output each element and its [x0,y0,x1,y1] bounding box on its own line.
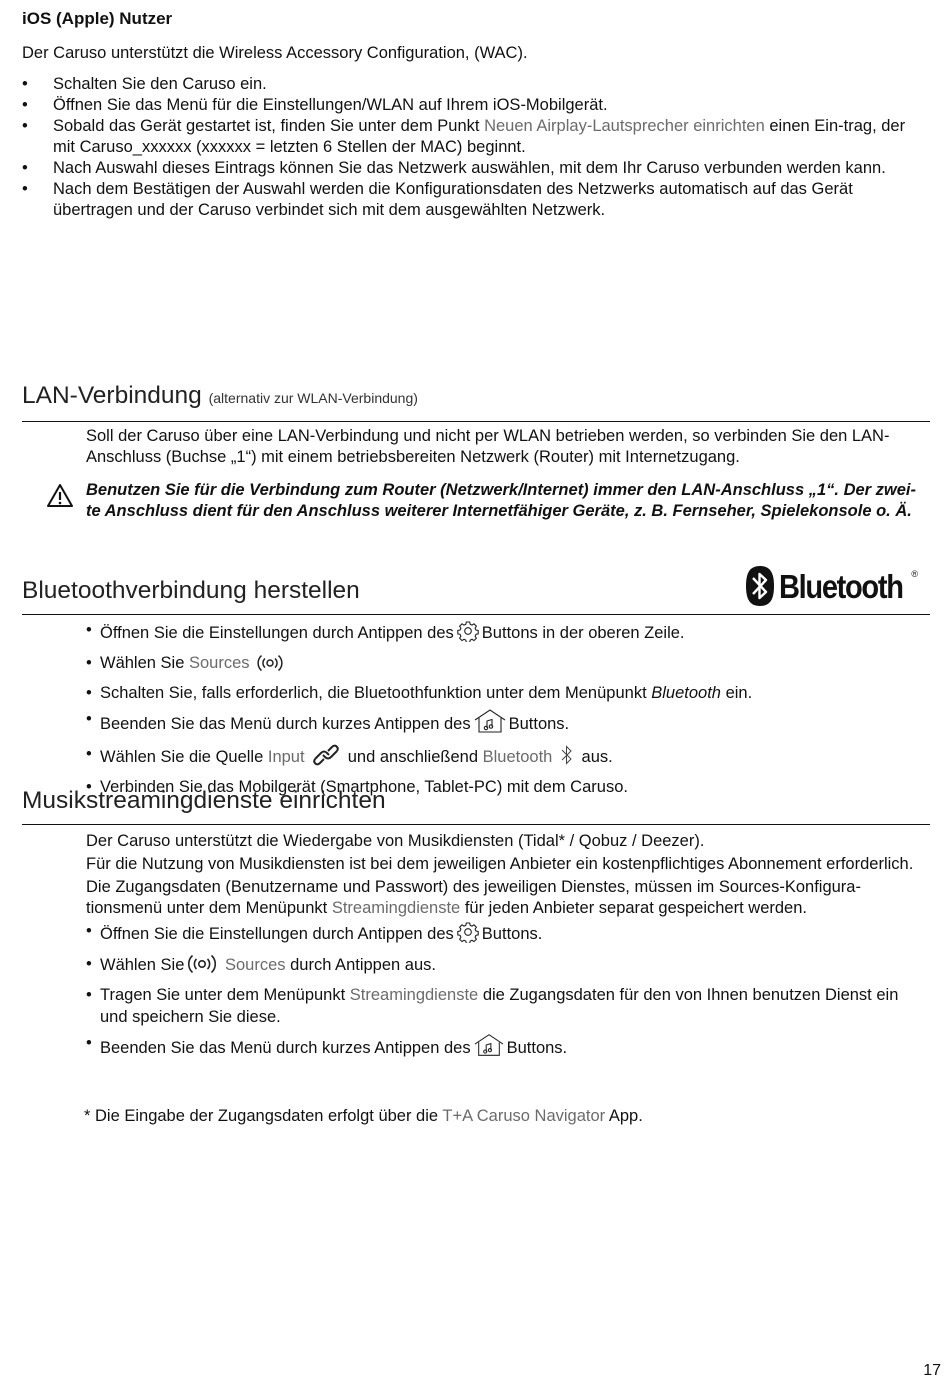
menu-bluetooth: Bluetooth [482,748,553,766]
paragraph: Die Zugangsdaten (Benutzername und Passwort) des jeweiligen Dienstes, müssen im Sources-Konfigura-tionsmenü unter dem Menüpunkt Streamingdienste für jeden Anbieter separat gespeichert werden. [86,878,861,917]
sources-icon [257,654,283,679]
gear-icon [457,620,479,649]
ios-heading: iOS (Apple) Nutzer [22,9,173,28]
list-item: • Nach dem Bestätigen der Auswahl werden die Konfigurationsdaten des Netzwerks automatisch auf das Gerät übertragen und der Caruso verbindet sich mit dem ausgewählten Netzwerk. [22,179,930,221]
list-item: • Wählen Sie die Quelle Input und anschließend Bluetooth aus. [86,744,930,773]
paragraph: Der Caruso unterstützt die Wiedergabe von Musikdiensten (Tidal* / Qobuz / Deezer). [86,832,705,850]
list-item: • Sobald das Gerät gestartet ist, finden Sie unter dem Punkt Neuen Airplay-Lautsprecher einrichten einen Ein-trag, der mit Caruso_xxxxxx (xxxxxx = letzten 6 Stellen der MAC) beginnt. [22,116,930,158]
home-icon [474,1033,504,1064]
paragraph: Für die Nutzung von Musikdiensten ist bei dem jeweiligen Anbieter ein kostenpflichtiges Abonnement erforderlich. [86,855,914,873]
bluetooth-logo: Bluetooth ® [745,566,926,606]
bluetooth-logo-text: Bluetooth [778,567,903,605]
bluetooth-icon [560,744,574,773]
list-item: • Tragen Sie unter dem Menüpunkt Streamingdienste die Zugangsdaten für den von Ihnen benutzen Dienst ein und speichern Sie diese. [86,985,930,1028]
lan-text: Soll der Caruso über eine LAN-Verbindung und nicht per WLAN betrieben werden, so verbinden Sie den LAN-Anschluss (Buchse „1“) mit einem betriebsbereiten Netzwerk (Router) mit Internetzugang. [86,427,890,466]
sources-icon [187,954,217,981]
streaming-section-title: Musikstreamingdienste einrichten [22,786,930,825]
list-item: • Verbinden Sie das Mobilgerät (Smartphone, Tablet-PC) mit dem Caruso. [86,777,930,799]
home-icon [474,709,506,740]
input-link-icon [312,744,340,773]
bluetooth-logo-icon [745,566,775,606]
warning-icon [46,483,74,514]
list-item: • Schalten Sie den Caruso ein. [22,74,930,95]
gear-icon [457,921,479,950]
list-item: • Nach Auswahl dieses Eintrags können Sie das Netzwerk auswählen, mit dem Ihr Caruso verbunden werden kann. [22,158,930,179]
app-name: T+A Caruso Navigator [442,1107,606,1125]
menu-path: Neuen Airplay-Lautsprecher einrichten [484,117,765,135]
lan-section-title: LAN-Verbindung (alternativ zur WLAN-Verbindung) [22,381,930,422]
ios-intro: Der Caruso unterstützt die Wireless Accessory Configuration, (WAC). [22,44,528,62]
ios-steps-list [22,74,930,221]
list-item: • Öffnen Sie die Einstellungen durch Antippen des Buttons in der oberen Zeile. [86,620,930,649]
list-item: • Beenden Sie das Menü durch kurzes Antippen des Buttons. [86,1033,930,1064]
menu-input: Input [267,748,305,766]
list-item: • Wählen Sie Sources [86,653,930,679]
streaming-text [86,831,930,1068]
footnote: * Die Eingabe der Zugangsdaten erfolgt über die T+A Caruso Navigator App. [84,1107,643,1125]
manual-page [22,0,941,1379]
menu-sources: Sources [188,654,250,672]
list-item: • Wählen Sie Sources durch Antippen aus. [86,954,930,981]
page-number: 17 [923,1362,941,1379]
list-item: • Öffnen Sie die Einstellungen durch Antippen des Buttons. [86,921,930,950]
list-item: • Schalten Sie, falls erforderlich, die Bluetoothfunktion unter dem Menüpunkt Bluetooth ein. [86,683,930,705]
bluetooth-steps [86,620,930,803]
lan-warning-text: Benutzen Sie für die Verbindung zum Router (Netzwerk/Internet) immer den LAN-Anschluss „1“. Der zwei-te Anschluss dient für den Anschluss weiterer Internetfähiger Geräte, z. B. Fernseher, Spielekonsole o. Ä. [86,481,917,520]
list-item: • Öffnen Sie das Menü für die Einstellungen/WLAN auf Ihrem iOS-Mobilgerät. [22,95,930,116]
list-item: • Beenden Sie das Menü durch kurzes Antippen des Buttons. [86,709,930,740]
lan-subtitle: (alternativ zur WLAN-Verbindung) [208,390,418,406]
bluetooth-section-title: Bluetoothverbindung herstellen [22,576,930,615]
